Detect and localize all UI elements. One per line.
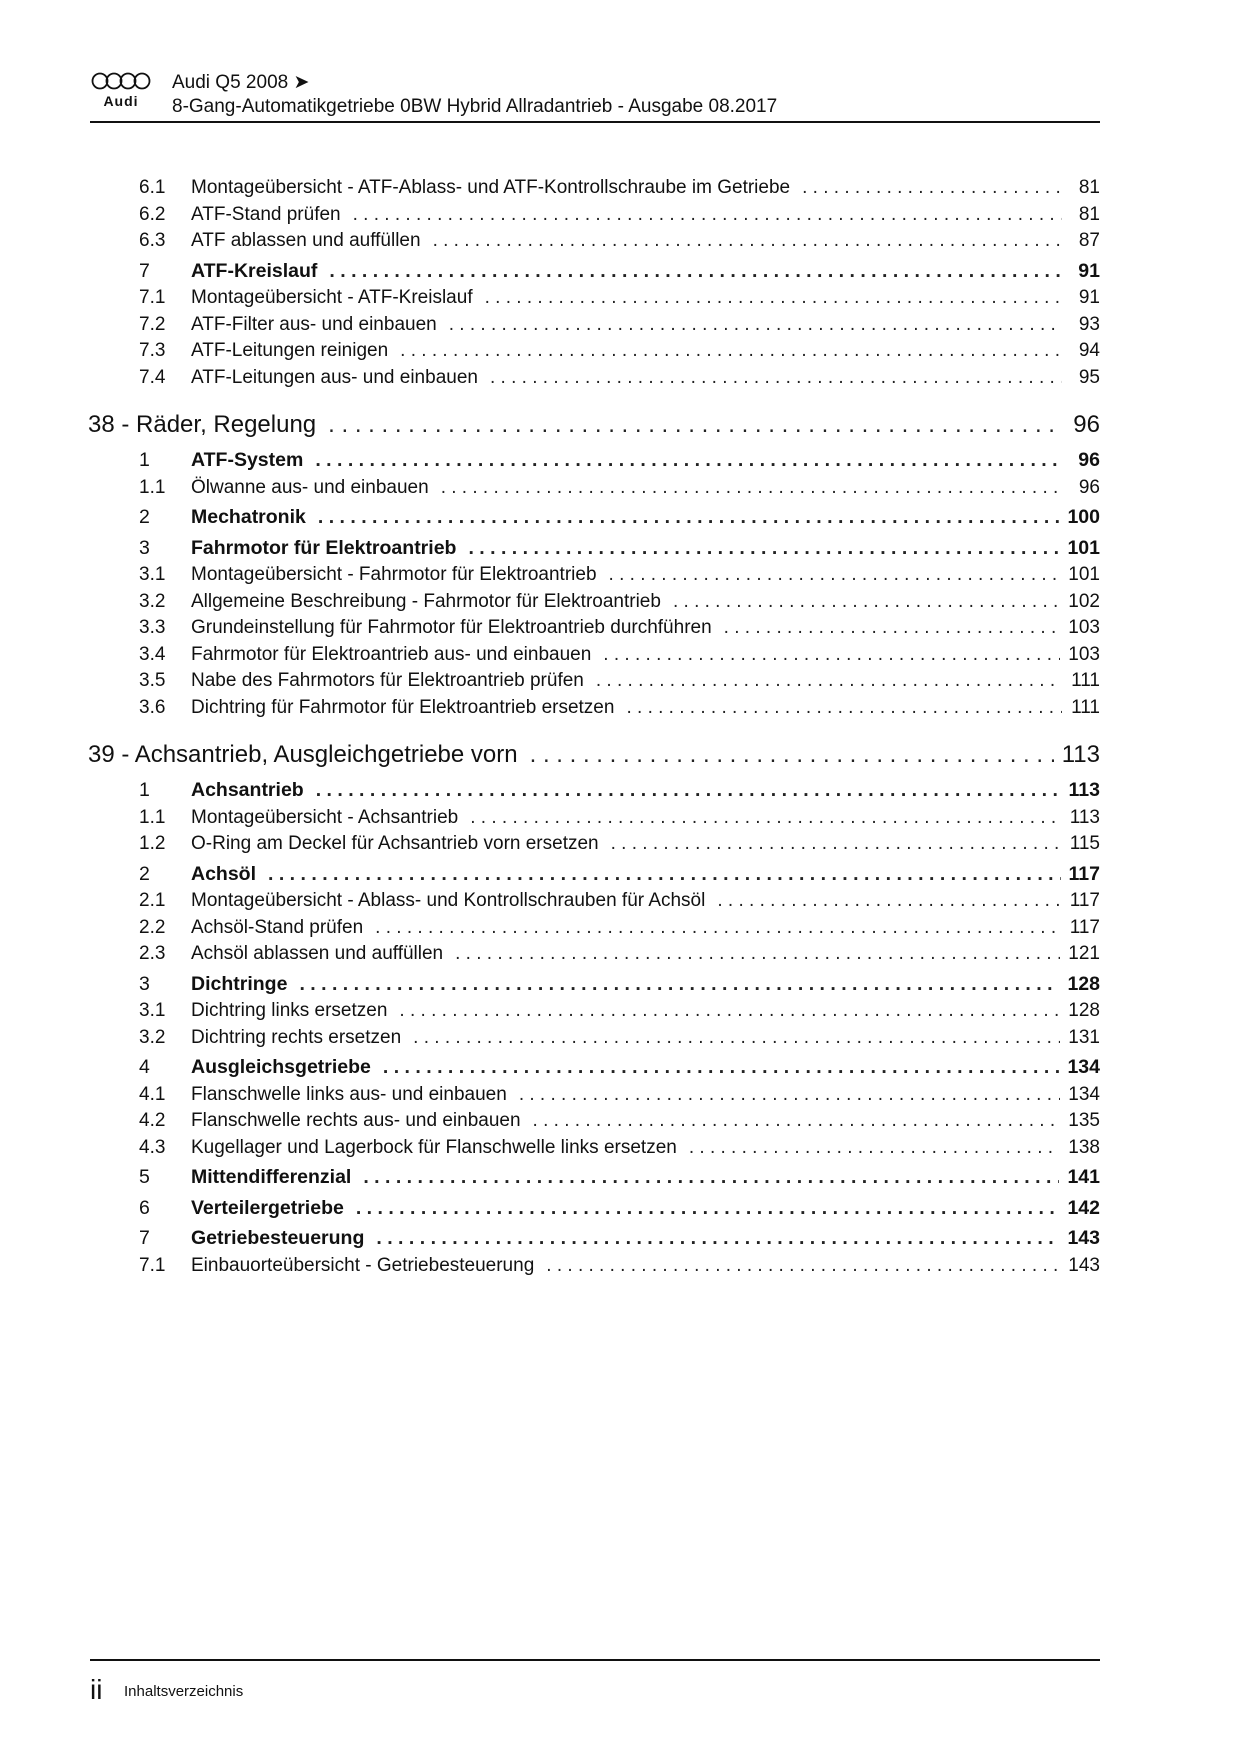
- toc-dot-leader: [388, 338, 1062, 365]
- toc-subsection[interactable]: [88, 941, 1100, 968]
- toc-entry-page: 91: [1078, 259, 1100, 282]
- toc-subsection[interactable]: [88, 175, 1100, 202]
- toc-entry-title: Achsöl ablassen und auffüllen: [191, 943, 444, 964]
- toc-entry-page: 138: [1068, 1136, 1100, 1158]
- toc-entry-page: 128: [1068, 1000, 1100, 1021]
- toc-dot-leader: [363, 915, 1062, 942]
- toc-entry-page: 101: [1068, 564, 1100, 585]
- toc-entry-title: Kugellager und Lagerbock für Flanschwelle links ersetzen: [191, 1136, 677, 1158]
- toc-dot-leader: [401, 1025, 1060, 1052]
- toc-entry-number: 2.3: [139, 943, 166, 964]
- toc-entry-page: 95: [1078, 366, 1100, 388]
- toc-entry-page: 81: [1078, 177, 1100, 198]
- toc-entry-page: 115: [1069, 833, 1100, 854]
- toc-entry-page: 100: [1067, 506, 1100, 528]
- header-subtitle: 8-Gang-Automatikgetriebe 0BW Hybrid Allradantrieb - Ausgabe 08.2017: [172, 96, 778, 117]
- toc-entry-number: 3.1: [139, 564, 166, 585]
- toc-dot-leader: [316, 409, 1056, 441]
- toc-subsection[interactable]: [88, 228, 1100, 255]
- toc-subsection[interactable]: [88, 312, 1100, 339]
- toc-dot-leader: [507, 1082, 1060, 1109]
- toc-section[interactable]: [88, 258, 1100, 286]
- toc-entry-number: 5: [139, 1166, 150, 1188]
- toc-entry-number: 6.1: [139, 177, 166, 198]
- toc-subsection[interactable]: [88, 1135, 1100, 1162]
- toc-entry-number: 1: [139, 779, 150, 801]
- toc-section[interactable]: [88, 971, 1100, 999]
- toc-dot-leader: [478, 365, 1062, 392]
- toc-entry-title: 38 - Räder, Regelung: [88, 411, 317, 438]
- toc-entry-title: Nabe des Fahrmotors für Elektroantrieb prüfen: [191, 670, 584, 691]
- header-title: Audi Q5 2008 ➤: [172, 72, 310, 93]
- toc-section[interactable]: [88, 447, 1100, 475]
- toc-entry-title: ATF-System: [191, 449, 304, 471]
- toc-entry-page: 128: [1067, 972, 1100, 995]
- toc-entry-title: O-Ring am Deckel für Achsantrieb vorn ersetzen: [191, 833, 599, 854]
- toc-entry-page: 102: [1068, 590, 1100, 612]
- table-of-contents: [88, 175, 1100, 1279]
- footer-label: Inhaltsverzeichnis: [124, 1683, 244, 1700]
- toc-entry-title: Montageübersicht - ATF-Ablass- und ATF-Kontrollschraube im Getriebe: [191, 177, 791, 198]
- toc-chapter[interactable]: [88, 739, 1100, 771]
- toc-dot-leader: [790, 175, 1062, 202]
- toc-entry-number: 3.2: [139, 590, 166, 612]
- toc-dot-leader: [303, 447, 1062, 475]
- toc-entry-title: Dichtring links ersetzen: [191, 1000, 388, 1021]
- toc-entry-page: 93: [1078, 313, 1100, 335]
- toc-entry-number: 7.1: [139, 1254, 166, 1276]
- toc-dot-leader: [677, 1135, 1060, 1162]
- toc-entry-title: Dichtring für Fahrmotor für Elektroantrieb ersetzen: [191, 696, 615, 718]
- toc-dot-leader: [351, 1164, 1059, 1192]
- toc-entry-number: 7.4: [139, 366, 166, 388]
- toc-entry-title: Dichtring rechts ersetzen: [191, 1026, 402, 1048]
- toc-entry-title: 39 - Achsantrieb, Ausgleichgetriebe vorn: [88, 741, 518, 768]
- toc-dot-leader: [341, 202, 1062, 229]
- toc-entry-title: Ölwanne aus- und einbauen: [191, 476, 429, 498]
- toc-entry-title: ATF ablassen und auffüllen: [191, 230, 421, 251]
- toc-entry-page: 131: [1068, 1026, 1100, 1048]
- toc-entry-number: 7.3: [139, 340, 166, 361]
- toc-subsection[interactable]: [88, 338, 1100, 365]
- toc-entry-number: 2: [139, 862, 150, 885]
- toc-entry-title: Montageübersicht - Ablass- und Kontrollschrauben für Achsöl: [191, 890, 706, 911]
- toc-subsection[interactable]: [88, 805, 1100, 832]
- toc-entry-title: Mechatronik: [191, 506, 306, 528]
- toc-section[interactable]: [88, 504, 1100, 532]
- toc-dot-leader: [387, 998, 1060, 1025]
- toc-dot-leader: [443, 941, 1060, 968]
- toc-subsection[interactable]: [88, 915, 1100, 942]
- toc-dot-leader: [705, 888, 1061, 915]
- toc-subsection[interactable]: [88, 998, 1100, 1025]
- toc-entry-page: 111: [1071, 670, 1100, 691]
- toc-entry-page: 96: [1078, 476, 1100, 498]
- toc-dot-leader: [306, 504, 1060, 532]
- toc-dot-leader: [597, 562, 1061, 589]
- toc-dot-leader: [521, 1108, 1061, 1135]
- toc-entry-number: 7.1: [139, 287, 166, 308]
- toc-entry-title: Achsöl: [191, 862, 257, 885]
- toc-subsection[interactable]: [88, 475, 1100, 502]
- toc-entry-page: 94: [1078, 340, 1100, 361]
- toc-section[interactable]: [88, 1054, 1100, 1082]
- toc-dot-leader: [371, 1054, 1060, 1082]
- toc-dot-leader: [317, 258, 1062, 286]
- toc-entry-page: 121: [1068, 943, 1100, 964]
- toc-section[interactable]: [88, 1225, 1100, 1253]
- toc-dot-leader: [584, 668, 1062, 695]
- toc-entry-number: 3.5: [139, 670, 166, 691]
- toc-entry-page: 113: [1068, 779, 1100, 801]
- toc-section[interactable]: [88, 1195, 1100, 1223]
- toc-dot-leader: [712, 615, 1061, 642]
- toc-subsection[interactable]: [88, 1082, 1100, 1109]
- toc-subsection[interactable]: [88, 888, 1100, 915]
- toc-entry-page: 143: [1068, 1254, 1100, 1276]
- toc-entry-number: 7.2: [139, 313, 166, 335]
- toc-dot-leader: [287, 971, 1059, 999]
- toc-entry-number: 4.2: [139, 1110, 166, 1131]
- toc-subsection[interactable]: [88, 695, 1100, 722]
- toc-dot-leader: [473, 285, 1062, 312]
- toc-entry-title: Achsöl-Stand prüfen: [191, 916, 364, 938]
- toc-entry-number: 3: [139, 972, 150, 995]
- toc-entry-page: 117: [1069, 890, 1100, 911]
- toc-entry-page: 91: [1078, 287, 1100, 308]
- toc-subsection[interactable]: [88, 642, 1100, 669]
- toc-subsection[interactable]: [88, 589, 1100, 616]
- toc-entry-page: 143: [1067, 1227, 1100, 1249]
- audi-logo-icon: [90, 72, 152, 112]
- toc-entry-title: Montageübersicht - ATF-Kreislauf: [191, 287, 473, 308]
- toc-entry-title: ATF-Kreislauf: [191, 259, 318, 282]
- brand-name: Audi: [103, 93, 139, 109]
- toc-entry-title: Montageübersicht - Fahrmotor für Elektroantrieb: [191, 564, 597, 585]
- toc-dot-leader: [599, 831, 1062, 858]
- toc-entry-number: 6.3: [139, 230, 166, 251]
- toc-entry-title: Mittendifferenzial: [191, 1166, 352, 1188]
- toc-entry-title: Achsantrieb: [191, 779, 304, 801]
- toc-entry-number: 3.2: [139, 1026, 166, 1048]
- toc-entry-page: 103: [1068, 617, 1100, 638]
- toc-dot-leader: [344, 1195, 1060, 1223]
- toc-entry-page: 81: [1078, 203, 1100, 225]
- toc-dot-leader: [661, 589, 1060, 616]
- toc-entry-page: 134: [1068, 1083, 1100, 1105]
- toc-entry-title: ATF-Leitungen aus- und einbauen: [191, 366, 478, 388]
- toc-entry-title: Flanschwelle links aus- und einbauen: [191, 1083, 507, 1105]
- toc-entry-number: 2: [139, 506, 150, 528]
- toc-entry-number: 2.1: [139, 890, 166, 911]
- toc-entry-number: 3.1: [139, 1000, 166, 1021]
- toc-dot-leader: [518, 739, 1054, 771]
- toc-section[interactable]: [88, 777, 1100, 805]
- toc-subsection[interactable]: [88, 1253, 1100, 1280]
- toc-entry-page: 96: [1073, 411, 1100, 438]
- toc-dot-leader: [421, 228, 1062, 255]
- toc-entry-title: Grundeinstellung für Fahrmotor für Elektroantrieb durchführen: [191, 617, 712, 638]
- toc-entry-number: 1.2: [139, 833, 166, 854]
- toc-entry-page: 117: [1069, 916, 1100, 938]
- toc-entry-page: 103: [1068, 643, 1100, 665]
- toc-subsection[interactable]: [88, 668, 1100, 695]
- toc-entry-number: 1.1: [139, 806, 166, 828]
- toc-entry-number: 4.1: [139, 1083, 166, 1105]
- toc-dot-leader: [534, 1253, 1060, 1280]
- toc-entry-title: Flanschwelle rechts aus- und einbauen: [191, 1110, 521, 1131]
- footer-rule: [90, 1659, 1100, 1661]
- toc-entry-title: Fahrmotor für Elektroantrieb: [191, 536, 457, 559]
- toc-dot-leader: [429, 475, 1062, 502]
- toc-entry-title: Verteilergetriebe: [191, 1196, 344, 1219]
- toc-entry-page: 87: [1078, 230, 1100, 251]
- toc-entry-page: 117: [1068, 862, 1100, 885]
- toc-entry-title: Fahrmotor für Elektroantrieb aus- und einbauen: [191, 643, 592, 665]
- toc-subsection[interactable]: [88, 285, 1100, 312]
- toc-dot-leader: [437, 312, 1062, 339]
- toc-entry-page: 135: [1068, 1110, 1100, 1131]
- toc-entry-title: ATF-Leitungen reinigen: [191, 340, 389, 361]
- toc-entry-title: Ausgleichsgetriebe: [191, 1056, 371, 1078]
- toc-entry-number: 6: [139, 1196, 150, 1219]
- toc-entry-number: 3.3: [139, 617, 166, 638]
- toc-subsection[interactable]: [88, 202, 1100, 229]
- header-rule: [90, 121, 1100, 123]
- toc-entry-number: 1: [139, 449, 150, 471]
- toc-entry-title: Montageübersicht - Achsantrieb: [191, 806, 459, 828]
- toc-entry-page: 141: [1067, 1166, 1100, 1188]
- toc-entry-page: 113: [1069, 806, 1100, 828]
- toc-entry-page: 134: [1067, 1056, 1100, 1078]
- toc-section[interactable]: [88, 535, 1100, 563]
- toc-entry-number: 4: [139, 1056, 150, 1078]
- toc-entry-number: 3: [139, 536, 150, 559]
- toc-subsection[interactable]: [88, 562, 1100, 589]
- toc-chapter[interactable]: [88, 409, 1100, 441]
- footer-page-number: ii: [90, 1674, 103, 1705]
- toc-entry-number: 2.2: [139, 916, 166, 938]
- toc-entry-page: 142: [1067, 1196, 1100, 1219]
- toc-subsection[interactable]: [88, 831, 1100, 858]
- toc-dot-leader: [304, 777, 1061, 805]
- toc-subsection[interactable]: [88, 365, 1100, 392]
- toc-dot-leader: [256, 861, 1061, 889]
- toc-entry-number: 3.6: [139, 696, 166, 718]
- toc-dot-leader: [591, 642, 1060, 669]
- toc-entry-number: 1.1: [139, 476, 166, 498]
- toc-entry-number: 7: [139, 1227, 150, 1249]
- toc-entry-number: 7: [139, 259, 150, 282]
- toc-entry-page: 96: [1078, 449, 1100, 471]
- toc-entry-number: 4.3: [139, 1136, 166, 1158]
- toc-entry-page: 111: [1071, 696, 1100, 718]
- toc-entry-title: ATF-Stand prüfen: [191, 203, 341, 225]
- toc-dot-leader: [614, 695, 1062, 722]
- toc-subsection[interactable]: [88, 1108, 1100, 1135]
- toc-entry-page: 101: [1067, 536, 1100, 559]
- toc-section[interactable]: [88, 1164, 1100, 1192]
- toc-subsection[interactable]: [88, 615, 1100, 642]
- toc-entry-title: Getriebesteuerung: [191, 1227, 365, 1249]
- toc-entry-number: 6.2: [139, 203, 166, 225]
- toc-dot-leader: [458, 805, 1061, 832]
- toc-entry-title: Allgemeine Beschreibung - Fahrmotor für Elektroantrieb: [191, 590, 661, 612]
- toc-subsection[interactable]: [88, 1025, 1100, 1052]
- toc-entry-page: 113: [1061, 741, 1100, 768]
- toc-entry-title: ATF-Filter aus- und einbauen: [191, 313, 437, 335]
- toc-dot-leader: [364, 1225, 1059, 1253]
- toc-section[interactable]: [88, 861, 1100, 889]
- toc-entry-title: Einbauorteübersicht - Getriebesteuerung: [191, 1254, 535, 1276]
- toc-entry-title: Dichtringe: [191, 972, 288, 995]
- toc-dot-leader: [456, 535, 1059, 563]
- toc-entry-number: 3.4: [139, 643, 166, 665]
